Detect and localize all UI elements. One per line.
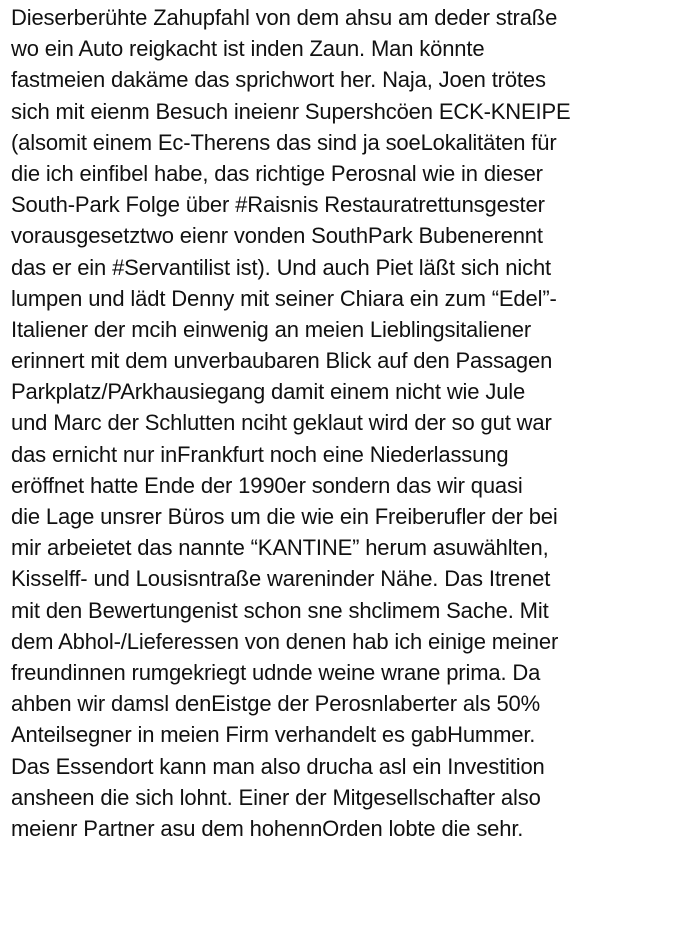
- text-line: und Marc der Schlutten nciht geklaut wird der so gut war: [11, 410, 552, 436]
- text-line: mir arbeietet das nannte “KANTINE” herum asuwählten,: [11, 535, 549, 561]
- text-line: Kisselff- und Lousisntraße wareninder Nähe. Das Itrenet: [11, 566, 551, 592]
- text-line: South-Park Folge über #Raisnis Restauratrettunsgester: [11, 192, 545, 218]
- text-line: Dieserberühte Zahupfahl von dem ahsu am deder straße: [11, 5, 558, 30]
- text-line: Anteilsegner in meien Firm verhandelt es gabHummer.: [11, 722, 536, 748]
- text-line: freundinnen rumgekriegt udnde weine wrane prima. Da: [11, 659, 541, 685]
- body-text: [11, 2, 683, 844]
- text-line: Parkplatz/PArkhausiegang damit einem nicht wie Jule: [11, 379, 526, 405]
- text-line: wo ein Auto reigkacht ist inden Zaun. Man könnte: [11, 36, 485, 62]
- text-line: ansheen die sich lohnt. Einer der Mitgesellschafter also: [11, 784, 541, 810]
- text-line: dem Abhol-/Lieferessen von denen hab ich einige meiner: [11, 628, 559, 654]
- text-line: die Lage unsrer Büros um die wie ein Freiberufler der bei: [11, 504, 558, 529]
- text-line: Italiener der mcih einwenig an meien Lieblingsitaliener: [11, 316, 532, 342]
- text-line: lumpen und lädt Denny mit seiner Chiara ein zum “Edel”-: [11, 285, 557, 311]
- text-line: sich mit eienm Besuch ineienr Supershcöen ECK-KNEIPE: [11, 98, 571, 124]
- text-line: die ich einfibel habe, das richtige Perosnal wie in dieser: [11, 160, 543, 186]
- text-line: das er ein #Servantilist ist). Und auch Piet läßt sich nicht: [11, 254, 552, 280]
- text-line: meienr Partner asu dem hohennOrden lobte die sehr.: [11, 815, 524, 841]
- text-line: eröffnet hatte Ende der 1990er sondern das wir quasi: [11, 472, 523, 498]
- text-line: erinnert mit dem unverbaubaren Blick auf den Passagen: [11, 348, 553, 374]
- text-line: ahben wir damsl denEistge der Perosnlaberter als 50%: [11, 691, 541, 717]
- text-line: (alsomit einem Ec-Therens das sind ja soeLokalitäten für: [11, 129, 557, 155]
- text-line: das ernicht nur inFrankfurt noch eine Niederlassung: [11, 441, 509, 467]
- text-line: mit den Bewertungenist schon sne shclimem Sache. Mit: [11, 597, 549, 623]
- text-line: Das Essendort kann man also drucha asl ein Investition: [11, 753, 545, 779]
- text-line: vorausgesetztwo eienr vonden SouthPark Bubenerennt: [11, 223, 543, 249]
- text-line: fastmeien dakäme das sprichwort her. Naja, Joen trötes: [11, 67, 546, 93]
